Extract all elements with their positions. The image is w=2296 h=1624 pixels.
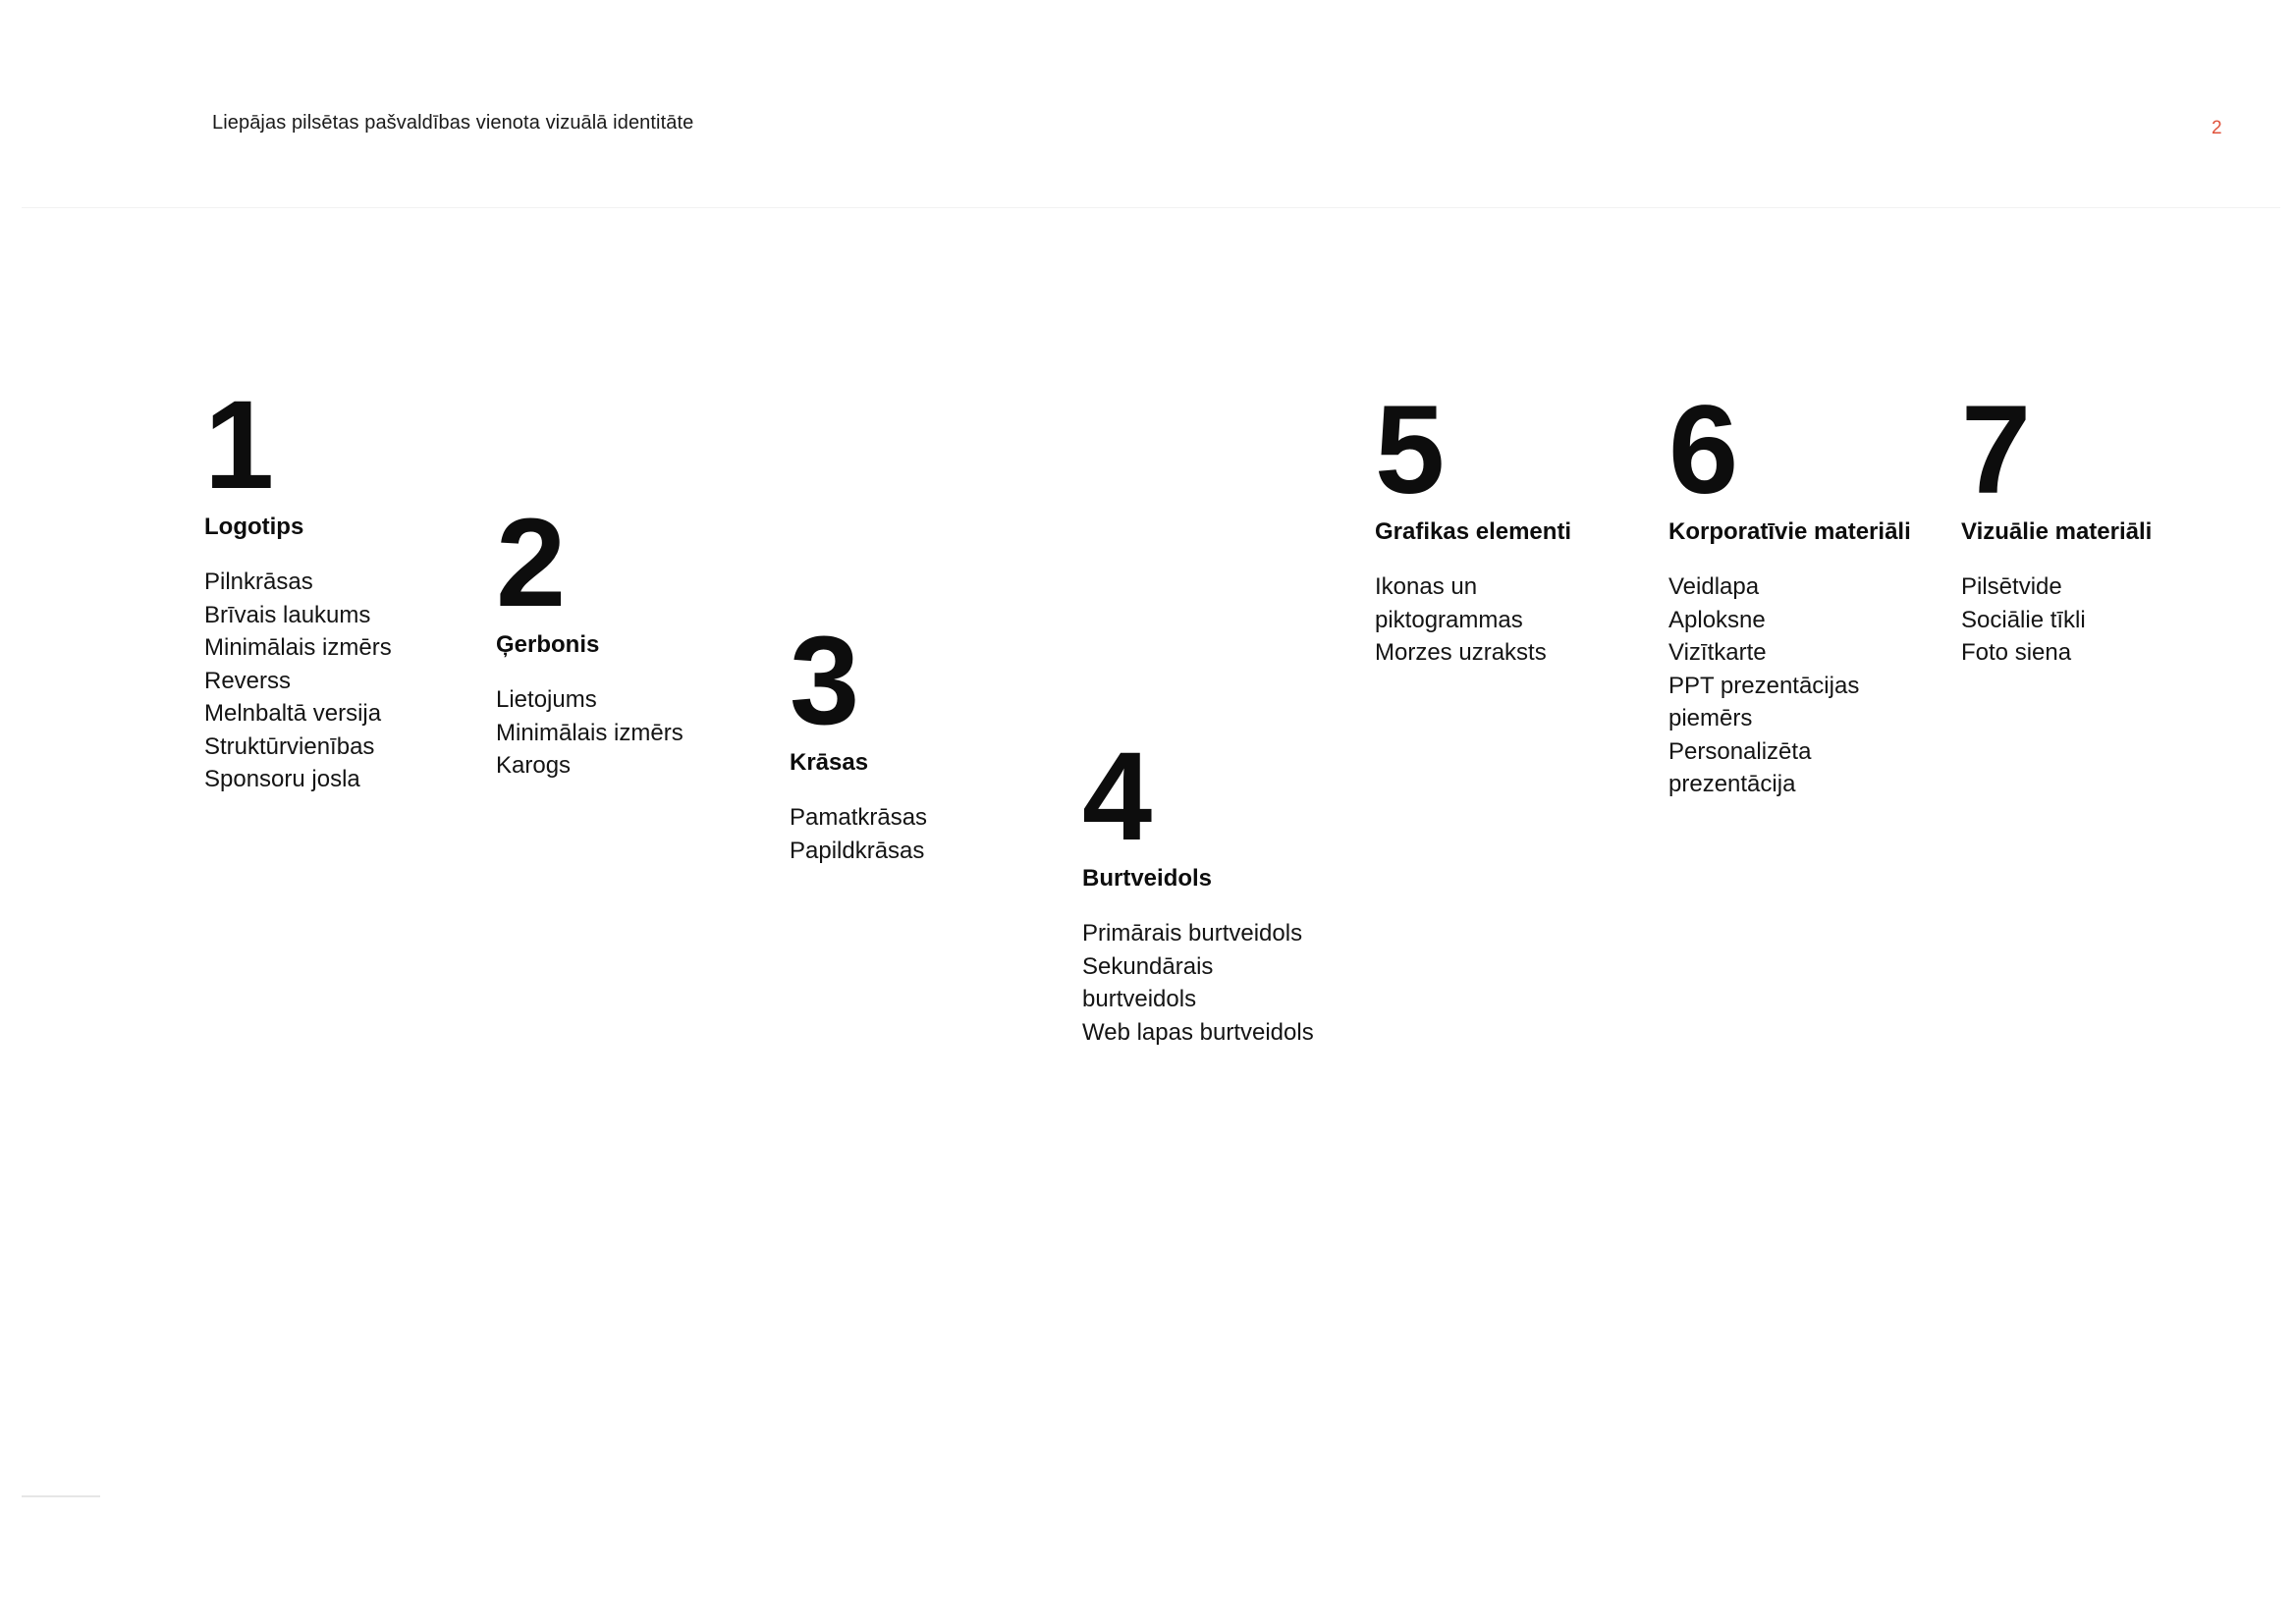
section-korporativie-materiali [1668,380,1924,817]
section-krasas [790,611,1074,883]
list-item: Web lapas burtveidols [1082,1018,1314,1046]
list-item: Pamatkrāsas [790,804,928,831]
section-number: 2 [496,493,565,633]
section-number: 3 [790,611,858,751]
list-item: Minimālais izmērs [496,719,683,746]
list-item: Personalizēta [1668,737,1812,765]
list-item: piktogrammas [1375,606,1523,633]
list-item: Vizītkarte [1668,639,1767,666]
section-item-list [790,801,1074,867]
section-title: Krāsas [790,749,869,776]
section-item-list [1082,917,1367,1049]
list-item: Melnbaltā versija [204,700,382,727]
page-number: 2 [2212,118,2222,138]
section-item-list [1375,570,1660,670]
list-item: piemērs [1668,705,1753,731]
list-item: Foto siena [1961,639,2072,666]
list-item: Veidlapa [1668,573,1760,600]
section-item-list [1668,570,1924,801]
section-item-list [204,566,489,796]
section-title: Logotips [204,514,304,540]
section-item-list [496,683,781,783]
section-logotips [204,375,489,812]
section-burtveidols [1082,727,1367,1064]
section-title: Ģerbonis [496,631,600,658]
list-item: Brīvais laukums [204,601,371,628]
section-number: 6 [1668,380,1737,520]
list-item: Morzes uzraksts [1375,639,1547,666]
document-title: Liepājas pilsētas pašvaldības vienota vizuālā identitāte [212,112,694,134]
list-item: burtveidols [1082,986,1197,1012]
section-grafikas-elementi [1375,380,1660,685]
section-title: Vizuālie materiāli [1961,518,2153,545]
section-title: Korporatīvie materiāli [1668,518,1911,545]
section-vizualie-materiali [1961,380,2246,685]
section-title: Burtveidols [1082,865,1213,892]
list-item: Papildkrāsas [790,837,925,864]
list-item: Primārais burtveidols [1082,920,1303,947]
list-item: Sponsoru josla [204,766,360,792]
section-item-list [1961,570,2246,670]
list-item: prezentācija [1668,771,1796,797]
list-item: Struktūrvienības [204,732,375,760]
list-item: Aploksne [1668,606,1766,633]
section-number: 7 [1961,380,2030,520]
list-item: Ikonas un [1375,573,1478,600]
list-item: Lietojums [496,686,597,713]
section-gerbonis [496,493,781,798]
list-item: Pilsētvide [1961,573,2062,600]
section-number: 1 [204,375,273,515]
section-number: 4 [1082,727,1151,867]
section-title: Grafikas elementi [1375,518,1572,545]
footer-rule [22,1495,100,1497]
list-item: Pilnkrāsas [204,568,313,595]
list-item: Karogs [496,752,572,779]
list-item: Sociālie tīkli [1961,606,2086,633]
list-item: Reverss [204,667,292,694]
section-number: 5 [1375,380,1444,520]
header-divider [22,207,2280,208]
list-item: PPT prezentācijas [1668,672,1860,699]
list-item: Minimālais izmērs [204,634,392,661]
list-item: Sekundārais [1082,952,1214,980]
